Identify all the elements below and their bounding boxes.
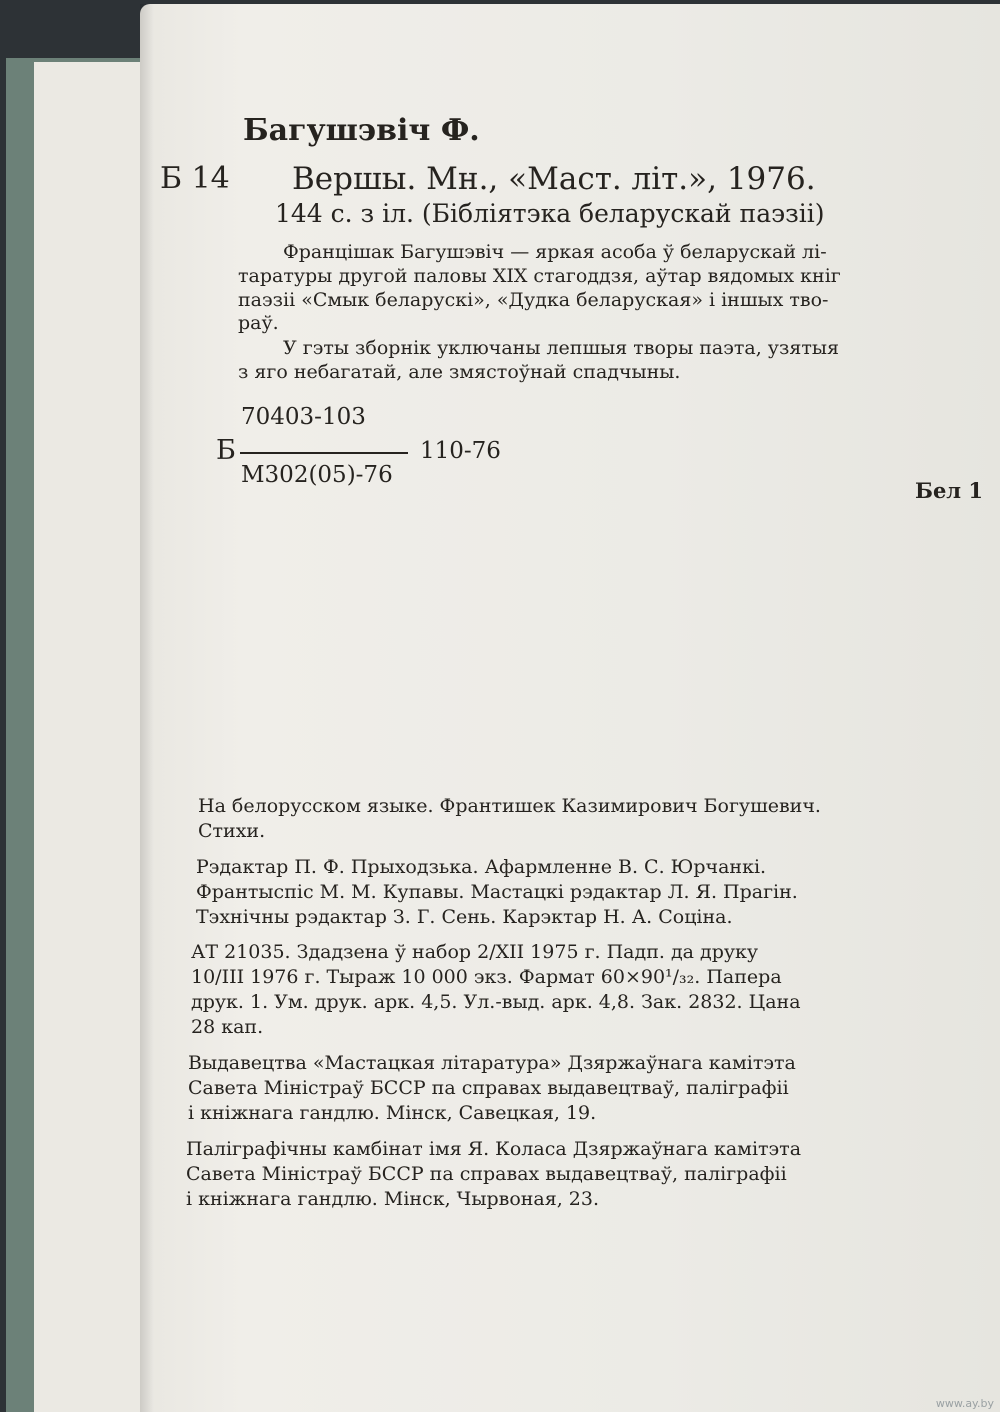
annotation-line: паэзіі «Смык беларускі», «Дудка беларуская» і іншых тво-	[238, 289, 829, 311]
card-pages-line: 144 с. з іл. (Бібліятэка беларускай паэзіі)	[275, 199, 825, 228]
index-fraction-bar	[240, 452, 408, 454]
card-title-line: Вершы. Мн., «Маст. літ.», 1976.	[292, 161, 816, 197]
imprint-editors-line: Рэдактар П. Ф. Прыходзька. Афармленне В. С. Юрчанкі.	[196, 856, 767, 878]
annotation-line: таратуры другой паловы XIX стагоддзя, аўтар вядомых кніг	[238, 265, 841, 287]
imprint-publisher-line: і кніжнага гандлю. Мінск, Савецкая, 19.	[188, 1102, 597, 1124]
imprint-printer-line: Паліграфічны камбінат імя Я. Коласа Дзяржаўнага камітэта	[186, 1138, 802, 1160]
imprint-print-line: друк. 1. Ум. друк. арк. 4,5. Ул.-выд. арк. 4,8. Зак. 2832. Цана	[191, 991, 801, 1013]
index-letter: Б	[216, 435, 236, 466]
annotation-line: У гэты зборнік уключаны лепшыя творы паэта, узятыя	[283, 337, 839, 359]
watermark: www.ay.by	[935, 1397, 994, 1410]
index-denominator: М302(05)-76	[241, 462, 393, 488]
card-author: Багушэвіч Ф.	[243, 113, 480, 148]
imprint-print-line: 28 кап.	[191, 1016, 264, 1038]
index-suffix: 110-76	[420, 438, 501, 464]
imprint-printer-line: і кніжнага гандлю. Мінск, Чырвоная, 23.	[186, 1188, 600, 1210]
card-shelf-code: Б 14	[160, 161, 230, 196]
imprint-printer-line: Савета Міністраў БССР па справах выдавецтваў, паліграфіі	[186, 1163, 787, 1185]
index-numerator: 70403-103	[241, 404, 366, 430]
imprint-language-line: На белорусском языке. Франтишек Казимирович Богушевич.	[198, 795, 821, 817]
classification-code: Бел 1	[915, 478, 984, 503]
imprint-print-line: 10/III 1976 г. Тыраж 10 000 экз. Фармат 60×90¹/₃₂. Папера	[191, 966, 782, 988]
annotation-line: раў.	[238, 312, 279, 334]
annotation-line: Францішак Багушэвіч — яркая асоба ў беларускай лі-	[283, 241, 827, 263]
page-shadow	[140, 4, 154, 1412]
imprint-language-line: Стихи.	[198, 820, 266, 842]
annotation-line: з яго небагатай, але змястоўнай спадчыны.	[238, 361, 681, 383]
imprint-editors-line: Франтыспіс М. М. Купавы. Мастацкі рэдактар Л. Я. Прагін.	[196, 881, 798, 903]
imprint-publisher-line: Савета Міністраў БССР па справах выдавецтваў, паліграфіі	[188, 1077, 789, 1099]
previous-page-edge	[34, 62, 154, 1412]
imprint-editors-line: Тэхнічны рэдактар З. Г. Сень. Карэктар Н. А. Соціна.	[196, 906, 733, 928]
imprint-print-line: АТ 21035. Здадзена ў набор 2/XII 1975 г. Падп. да друку	[191, 941, 759, 963]
imprint-publisher-line: Выдавецтва «Мастацкая літаратура» Дзяржаўнага камітэта	[188, 1052, 796, 1074]
